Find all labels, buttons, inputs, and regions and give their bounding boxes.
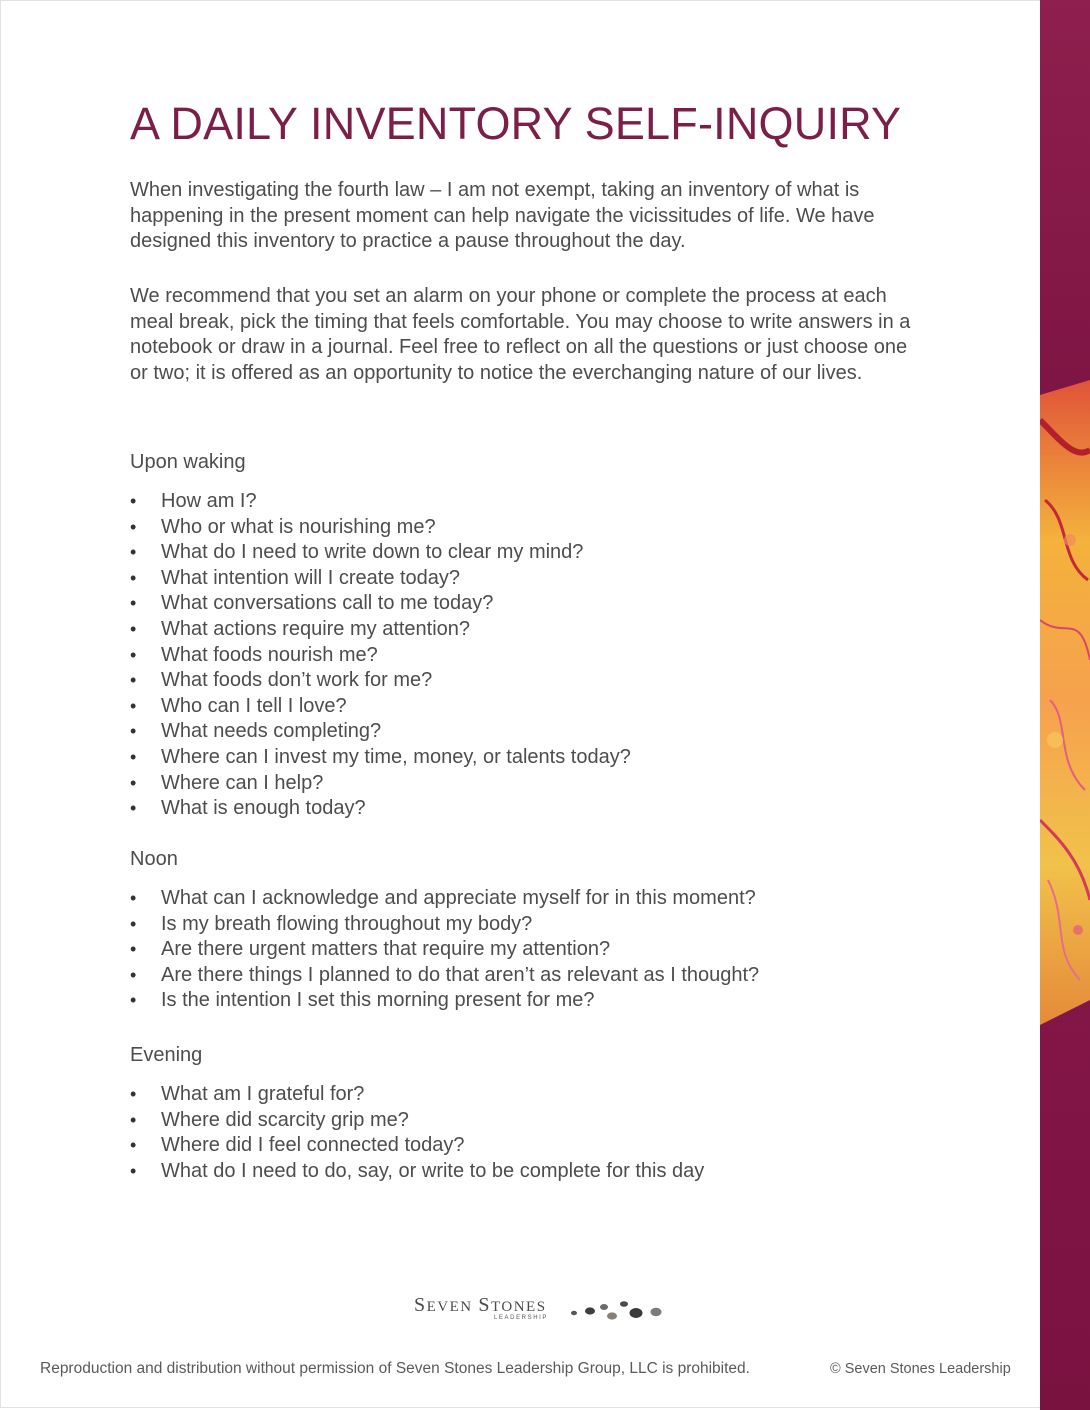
list-item: • Where can I help? <box>130 771 950 797</box>
list-item: • Who can I tell I love? <box>130 694 950 720</box>
abstract-art-strip <box>1040 0 1090 1410</box>
list-item: • What do I need to do, say, or write to be complete for this day <box>130 1159 950 1185</box>
question-list-noon <box>130 886 950 1014</box>
question-list-evening <box>130 1082 950 1184</box>
intro-paragraph-2: We recommend that you set an alarm on your phone or complete the process at each meal break, pick the timing that feels comfortable. You may choose to write answers in a notebook or draw in a journal. Feel free to reflect on all the questions or just choose one or two; it is offered as an opportunity to notice the everchanging nature of our lives. <box>130 285 911 384</box>
list-item: • Who or what is nourishing me? <box>130 515 950 541</box>
question-list-upon-waking <box>130 489 950 822</box>
list-item: • How am I? <box>130 489 950 515</box>
list-item: • What is enough today? <box>130 796 950 822</box>
footer-copyright: © Seven Stones Leadership <box>830 1361 1011 1377</box>
footer-notice: Reproduction and distribution without permission of Seven Stones Leadership Group, LLC is prohibited. <box>40 1360 750 1377</box>
list-item: • What do I need to write down to clear my mind? <box>130 540 950 566</box>
list-item: • What needs completing? <box>130 719 950 745</box>
list-item: • Where can I invest my time, money, or talents today? <box>130 745 950 771</box>
section-label-noon: Noon <box>130 848 178 870</box>
list-item: • Is my breath flowing throughout my body? <box>130 912 950 938</box>
decorative-side-band <box>1040 0 1090 1410</box>
logo-wordmark: SEVEN STONES <box>414 1294 547 1316</box>
list-item: • What foods nourish me? <box>130 643 950 669</box>
seven-stones-logo <box>414 1290 694 1326</box>
list-item: • What am I grateful for? <box>130 1082 950 1108</box>
list-item: • What conversations call to me today? <box>130 591 950 617</box>
logo-subtitle: LEADERSHIP <box>494 1315 549 1321</box>
section-label-evening: Evening <box>130 1044 203 1066</box>
list-item: • Are there things I planned to do that aren’t as relevant as I thought? <box>130 963 950 989</box>
list-item: • What can I acknowledge and appreciate myself for in this moment? <box>130 886 950 912</box>
list-item: • Where did I feel connected today? <box>130 1133 950 1159</box>
list-item: • Are there urgent matters that require my attention? <box>130 937 950 963</box>
list-item: • What intention will I create today? <box>130 566 950 592</box>
list-item: • Where did scarcity grip me? <box>130 1108 950 1134</box>
list-item: • What foods don’t work for me? <box>130 668 950 694</box>
section-label-upon-waking: Upon waking <box>130 451 246 473</box>
intro-paragraph-1: When investigating the fourth law – I am not exempt, taking an inventory of what is happening in the present moment can help navigate the vicissitudes of life. We have designed this inventory to practice a pause throughout the day. <box>130 179 875 252</box>
stones-icon <box>564 1296 689 1324</box>
page-title: A DAILY INVENTORY SELF-INQUIRY <box>130 98 902 149</box>
list-item: • What actions require my attention? <box>130 617 950 643</box>
list-item: • Is the intention I set this morning present for me? <box>130 988 950 1014</box>
